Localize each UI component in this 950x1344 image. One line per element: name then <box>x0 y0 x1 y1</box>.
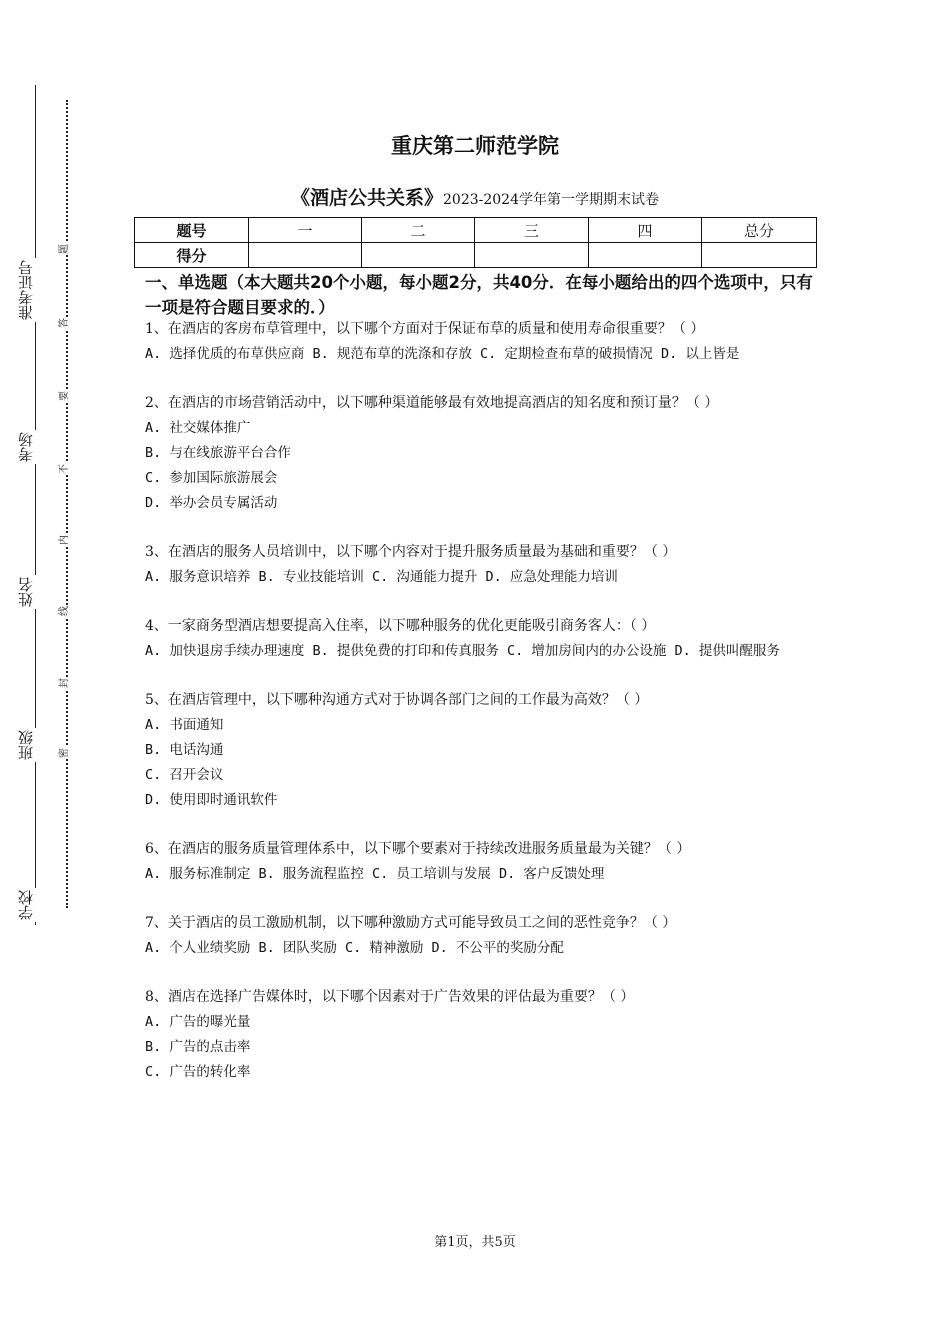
score-header-cell: 三 <box>475 218 589 243</box>
question-stem: 6、在酒店的服务质量管理体系中，以下哪个要素对于持续改进服务质量最为关键？（ ） <box>145 841 691 857</box>
question-option: B. 与在线旅游平台合作 <box>145 445 291 461</box>
seal-char: 要 <box>59 390 73 402</box>
score-cell[interactable] <box>475 243 589 268</box>
question-options: A. 加快退房手续办理速度 B. 提供免费的打印和传真服务 C. 增加房间内的办公设施 D. 提供叫醒服务 <box>145 643 780 659</box>
score-cell[interactable] <box>589 243 702 268</box>
question-option: A. 书面通知 <box>145 717 224 733</box>
school-name: 重庆第二师范学院 <box>391 134 559 158</box>
question-option: C. 参加国际旅游展会 <box>145 470 278 486</box>
binding-dotted-line <box>66 100 68 908</box>
question-options: A. 个人业绩奖励 B. 团队奖励 C. 精神激励 D. 不公平的奖励分配 <box>145 940 564 956</box>
seal-char: 线 <box>59 605 73 617</box>
question-stem: 5、在酒店管理中，以下哪种沟通方式对于协调各部门之间的工作最为高效？（ ） <box>145 692 649 708</box>
question-item <box>145 614 813 664</box>
margin-field-class: 班级 <box>19 728 43 762</box>
binding-solid-line <box>35 85 36 925</box>
score-header-cell: 题号 <box>135 218 249 243</box>
score-table <box>134 217 817 268</box>
seal-char: 题 <box>59 243 73 255</box>
question-option: A. 社交媒体推广 <box>145 420 251 436</box>
question-option: B. 广告的点击率 <box>145 1039 251 1055</box>
margin-field-exam-room: 考场 <box>19 430 43 464</box>
score-header-cell: 二 <box>362 218 475 243</box>
question-item <box>145 391 813 516</box>
question-stem: 1、在酒店的客房布草管理中，以下哪个方面对于保证布草的质量和使用寿命很重要？（ ） <box>145 321 705 337</box>
question-options: A. 选择优质的布草供应商 B. 规范布草的洗涤和存放 C. 定期检查布草的破损情况 D. 以上皆是 <box>145 346 740 362</box>
question-item <box>145 317 813 367</box>
margin-field-school: 学校 <box>19 888 43 922</box>
question-list <box>145 317 813 1109</box>
seal-char: 不 <box>59 463 73 475</box>
score-cell[interactable] <box>702 243 817 268</box>
exam-term: 2023-2024学年第一学期期末试卷 <box>443 192 659 208</box>
question-stem: 4、一家商务型酒店想要提高入住率，以下哪种服务的优化更能吸引商务客人：（ ） <box>145 618 656 634</box>
seal-char: 内 <box>59 534 73 546</box>
question-stem: 3、在酒店的服务人员培训中，以下哪个内容对于提升服务质量最为基础和重要？（ ） <box>145 544 677 560</box>
exam-title <box>0 183 950 210</box>
question-item <box>145 837 813 887</box>
seal-char: 密 <box>59 747 73 759</box>
question-item <box>145 688 813 813</box>
score-table-header-row <box>135 218 817 243</box>
score-header-cell: 一 <box>249 218 362 243</box>
score-cell[interactable] <box>249 243 362 268</box>
question-options: A. 服务标准制定 B. 服务流程监控 C. 员工培训与发展 D. 客户反馈处理 <box>145 866 605 882</box>
question-option: D. 使用即时通讯软件 <box>145 792 278 808</box>
question-item <box>145 911 813 961</box>
question-item <box>145 985 813 1085</box>
score-header-cell: 四 <box>589 218 702 243</box>
question-options: A. 服务意识培养 B. 专业技能培训 C. 沟通能力提升 D. 应急处理能力培训 <box>145 569 618 585</box>
score-cell[interactable] <box>362 243 475 268</box>
score-table-score-row <box>135 243 817 268</box>
question-option: C. 召开会议 <box>145 767 224 783</box>
question-option: A. 广告的曝光量 <box>145 1014 251 1030</box>
seal-char: 封 <box>59 677 73 689</box>
question-stem: 8、酒店在选择广告媒体时，以下哪个因素对于广告效果的评估最为重要？（ ） <box>145 989 635 1005</box>
margin-field-name: 姓名 <box>19 575 43 609</box>
question-option: D. 举办会员专属活动 <box>145 495 278 511</box>
section-title: 一、单选题（本大题共20个小题，每小题2分，共40分．在每小题给出的四个选项中，只有一项是符合题目要求的．） <box>145 273 813 317</box>
margin-field-exam-number: 准考证号 <box>19 258 43 322</box>
question-option: B. 电话沟通 <box>145 742 224 758</box>
seal-char: 答 <box>59 317 73 329</box>
score-row-label: 得分 <box>135 243 249 268</box>
course-name: 《酒店公共关系》 <box>290 187 443 209</box>
page-number: 第1页，共5页 <box>434 1235 516 1250</box>
score-header-cell: 总分 <box>702 218 817 243</box>
question-item <box>145 540 813 590</box>
question-stem: 7、关于酒店的员工激励机制，以下哪种激励方式可能导致员工之间的恶性竞争？（ ） <box>145 915 677 931</box>
question-stem: 2、在酒店的市场营销活动中，以下哪种渠道能够最有效地提高酒店的知名度和预订量？（ ） <box>145 395 719 411</box>
question-option: C. 广告的转化率 <box>145 1064 251 1080</box>
